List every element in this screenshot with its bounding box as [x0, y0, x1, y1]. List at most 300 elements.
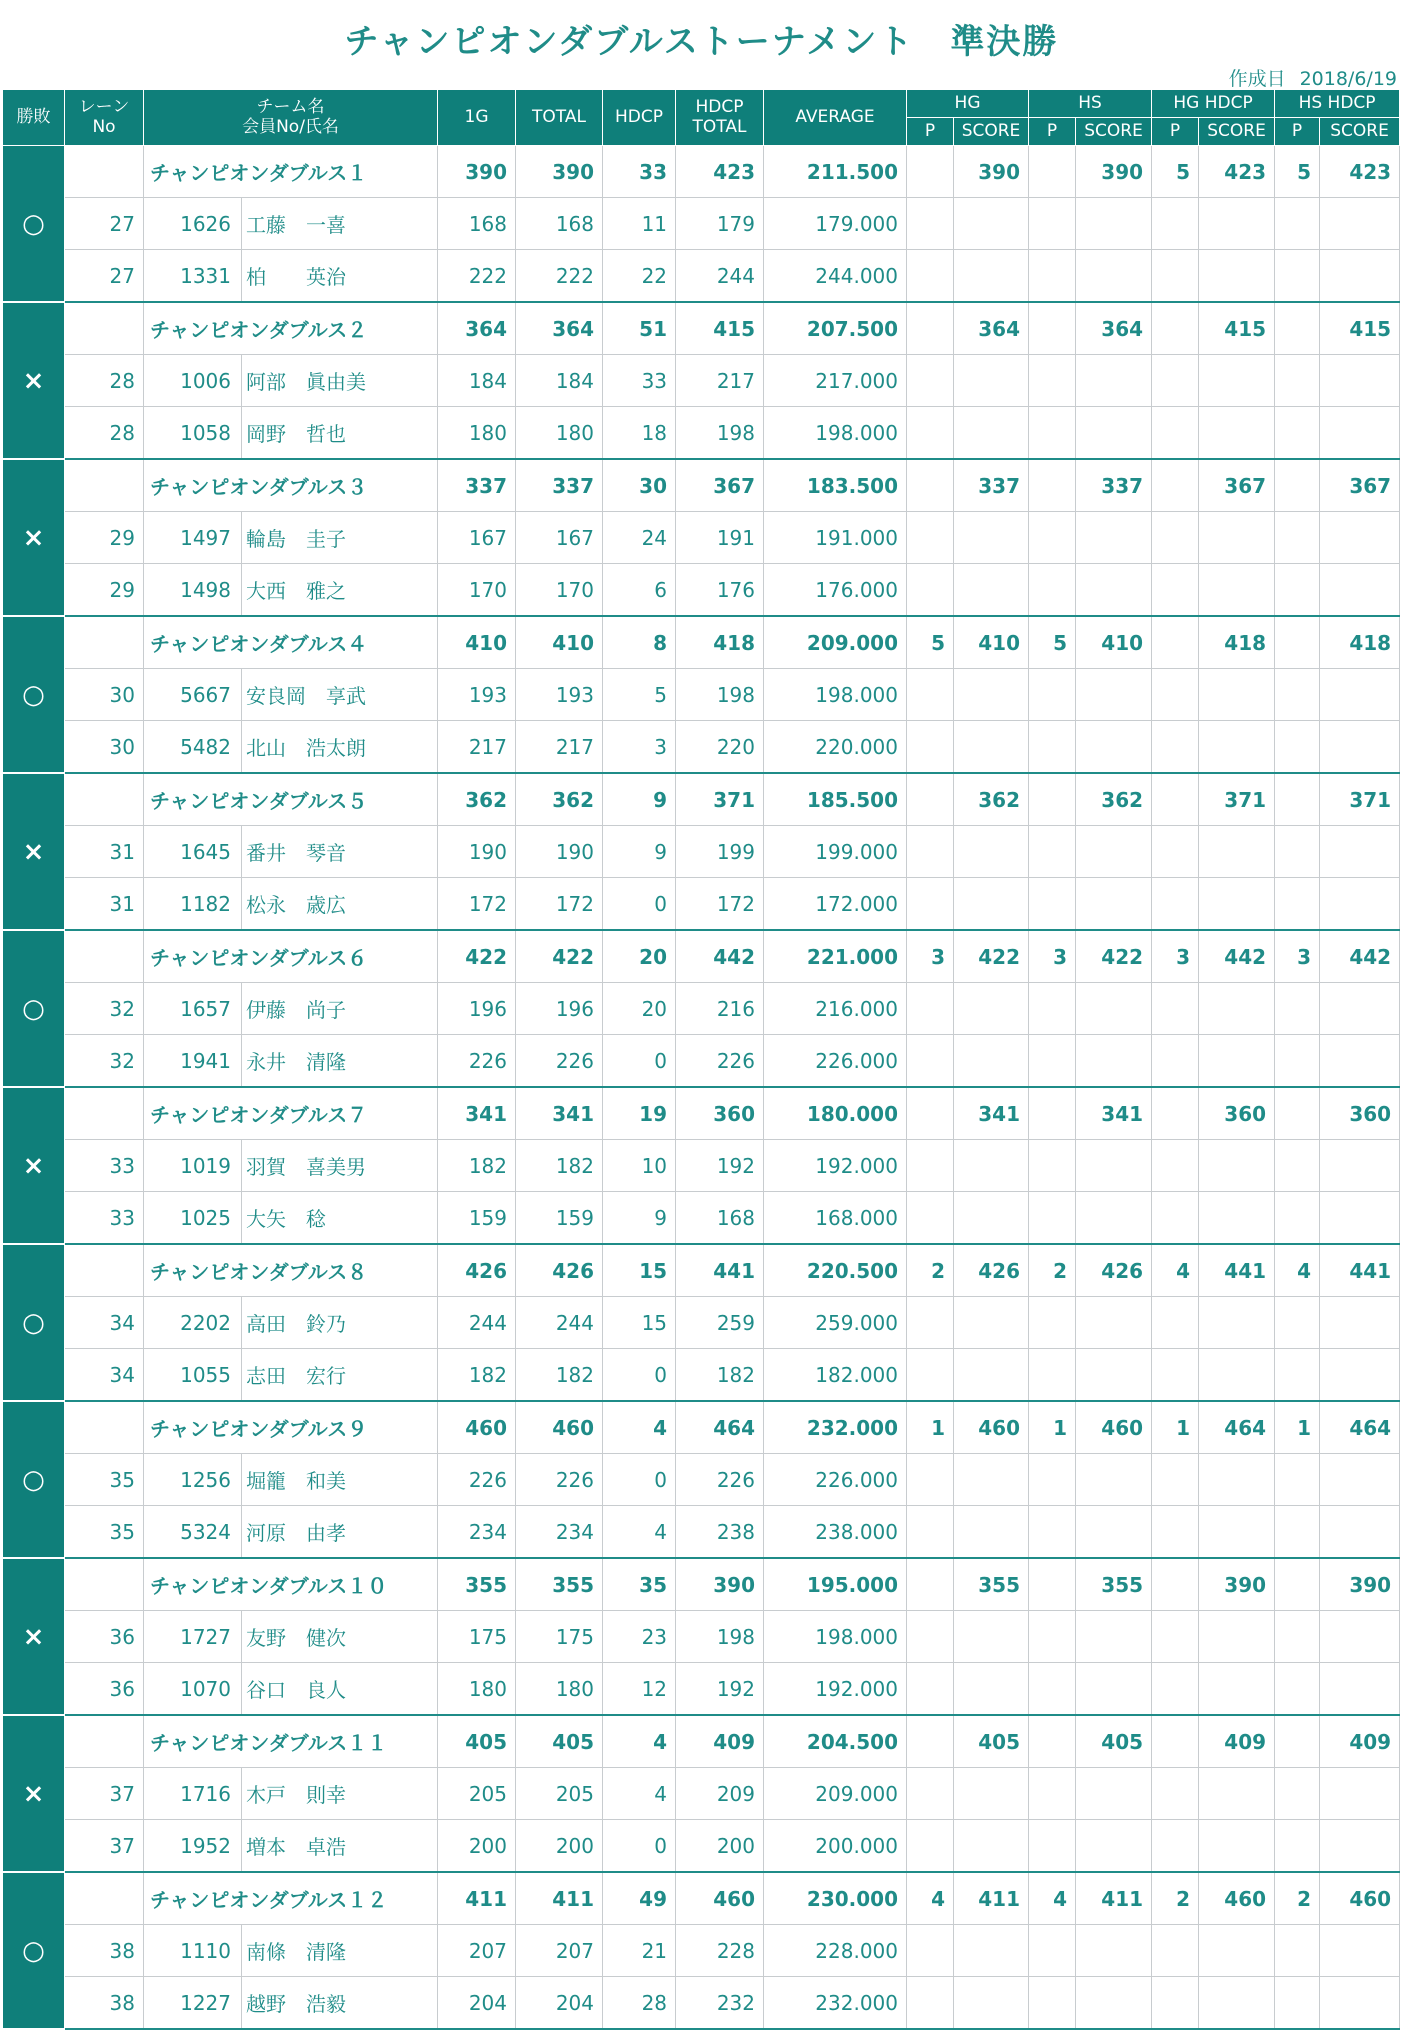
team-average: 209.000 — [764, 616, 907, 669]
empty-cell — [954, 721, 1029, 774]
team-row — [3, 1401, 1400, 1454]
empty-cell — [1029, 1820, 1076, 1873]
team-1g: 460 — [438, 1401, 516, 1454]
lane-no: 27 — [65, 198, 144, 250]
hg-score: 410 — [954, 616, 1029, 669]
hg-hdcp-place — [1152, 616, 1199, 669]
player-total: 244 — [516, 1297, 603, 1349]
hg-score: 411 — [954, 1872, 1029, 1925]
empty-cell — [1152, 1140, 1199, 1192]
player-hdcp: 9 — [603, 1192, 676, 1245]
player-hdcp-total: 192 — [676, 1140, 764, 1192]
player-1g: 226 — [438, 1454, 516, 1506]
empty-cell — [1199, 983, 1275, 1035]
team-name: チャンピオンダブルス５ — [144, 773, 438, 826]
player-total: 180 — [516, 1663, 603, 1716]
player-average: 244.000 — [764, 250, 907, 303]
player-name: 岡野 哲也 — [242, 407, 438, 460]
lane-no: 31 — [65, 826, 144, 878]
player-hdcp-total: 232 — [676, 1977, 764, 2030]
player-row — [3, 669, 1400, 721]
created-value: 2018/6/19 — [1299, 68, 1397, 90]
player-hdcp-total: 199 — [676, 826, 764, 878]
team-name: チャンピオンダブルス８ — [144, 1244, 438, 1297]
empty-cell — [1199, 1140, 1275, 1192]
player-total: 196 — [516, 983, 603, 1035]
empty-cell — [1029, 198, 1076, 250]
player-average: 216.000 — [764, 983, 907, 1035]
empty-cell — [1076, 564, 1152, 617]
empty-cell — [1199, 878, 1275, 931]
empty-cell — [907, 1925, 954, 1977]
header-lane: レーン No — [65, 90, 144, 146]
result-mark: ○ — [3, 1401, 65, 1558]
header-hg: HG — [907, 90, 1029, 118]
hs-hdcp-place — [1275, 1715, 1320, 1768]
result-mark: × — [3, 1558, 65, 1715]
hs-score: 422 — [1076, 930, 1152, 983]
hg-place — [907, 302, 954, 355]
player-name: 増本 卓浩 — [242, 1820, 438, 1873]
lane-no: 29 — [65, 564, 144, 617]
empty-cell — [1199, 1768, 1275, 1820]
player-name: 堀籠 和美 — [242, 1454, 438, 1506]
empty-cell — [1275, 721, 1320, 774]
team-name: チャンピオンダブルス９ — [144, 1401, 438, 1454]
team-row — [3, 1558, 1400, 1611]
hg-place — [907, 1558, 954, 1611]
team-average: 220.500 — [764, 1244, 907, 1297]
hg-score: 341 — [954, 1087, 1029, 1140]
lane-no: 29 — [65, 512, 144, 564]
player-total: 204 — [516, 1977, 603, 2030]
empty-cell — [1029, 1454, 1076, 1506]
member-no: 1182 — [144, 878, 242, 931]
team-average: 232.000 — [764, 1401, 907, 1454]
team-name: チャンピオンダブルス７ — [144, 1087, 438, 1140]
hs-hdcp-score: 415 — [1320, 302, 1400, 355]
player-hdcp-total: 209 — [676, 1768, 764, 1820]
player-name: 柏 英治 — [242, 250, 438, 303]
empty-cell — [1152, 1663, 1199, 1716]
player-hdcp-total: 198 — [676, 407, 764, 460]
empty-cell — [907, 407, 954, 460]
empty-cell — [1320, 1768, 1400, 1820]
player-total: 226 — [516, 1454, 603, 1506]
header-average: AVERAGE — [764, 90, 907, 146]
player-hdcp: 18 — [603, 407, 676, 460]
empty-cell — [1320, 1506, 1400, 1559]
team-total: 410 — [516, 616, 603, 669]
hs-hdcp-score: 360 — [1320, 1087, 1400, 1140]
team-average: 180.000 — [764, 1087, 907, 1140]
empty-cell — [954, 198, 1029, 250]
empty-cell — [1199, 1349, 1275, 1402]
player-1g: 193 — [438, 669, 516, 721]
hs-hdcp-place: 5 — [1275, 146, 1320, 198]
empty-cell — [907, 1297, 954, 1349]
empty-cell — [1152, 1454, 1199, 1506]
hs-place — [1029, 1558, 1076, 1611]
player-total: 170 — [516, 564, 603, 617]
hg-place: 4 — [907, 1872, 954, 1925]
empty-cell — [1275, 1349, 1320, 1402]
empty-cell — [1152, 878, 1199, 931]
team-hdcp-total: 415 — [676, 302, 764, 355]
empty-cell — [1152, 198, 1199, 250]
player-total: 200 — [516, 1820, 603, 1873]
lane-cell — [65, 930, 144, 983]
member-no: 1645 — [144, 826, 242, 878]
lane-no: 38 — [65, 1977, 144, 2030]
empty-cell — [1076, 1349, 1152, 1402]
player-total: 190 — [516, 826, 603, 878]
empty-cell — [907, 355, 954, 407]
team-total: 422 — [516, 930, 603, 983]
lane-cell — [65, 146, 144, 198]
team-1g: 390 — [438, 146, 516, 198]
hs-place — [1029, 1715, 1076, 1768]
player-1g: 180 — [438, 1663, 516, 1716]
empty-cell — [1029, 1192, 1076, 1245]
result-mark: × — [3, 302, 65, 459]
empty-cell — [1275, 669, 1320, 721]
team-hdcp: 15 — [603, 1244, 676, 1297]
team-row — [3, 302, 1400, 355]
hg-score: 460 — [954, 1401, 1029, 1454]
team-hdcp-total: 460 — [676, 1872, 764, 1925]
team-hdcp-total: 367 — [676, 459, 764, 512]
empty-cell — [1076, 1663, 1152, 1716]
player-hdcp-total: 192 — [676, 1663, 764, 1716]
team-row — [3, 930, 1400, 983]
lane-no: 35 — [65, 1506, 144, 1559]
empty-cell — [1076, 983, 1152, 1035]
player-total: 175 — [516, 1611, 603, 1663]
team-1g: 341 — [438, 1087, 516, 1140]
hs-score: 426 — [1076, 1244, 1152, 1297]
empty-cell — [907, 512, 954, 564]
empty-cell — [1029, 1768, 1076, 1820]
player-hdcp: 21 — [603, 1925, 676, 1977]
empty-cell — [1275, 1454, 1320, 1506]
player-row — [3, 564, 1400, 617]
page-title: チャンピオンダブルストーナメント 準決勝 — [344, 22, 1059, 62]
empty-cell — [1076, 669, 1152, 721]
team-total: 405 — [516, 1715, 603, 1768]
empty-cell — [1199, 1820, 1275, 1873]
team-hdcp-total: 390 — [676, 1558, 764, 1611]
member-no: 1626 — [144, 198, 242, 250]
player-average: 220.000 — [764, 721, 907, 774]
empty-cell — [954, 564, 1029, 617]
player-total: 193 — [516, 669, 603, 721]
empty-cell — [954, 1192, 1029, 1245]
empty-cell — [1320, 1349, 1400, 1402]
hs-score: 410 — [1076, 616, 1152, 669]
empty-cell — [1275, 407, 1320, 460]
header-hs-score: SCORE — [1076, 118, 1152, 146]
player-name: 木戸 則幸 — [242, 1768, 438, 1820]
player-name: 阿部 眞由美 — [242, 355, 438, 407]
header-hgh-score: SCORE — [1199, 118, 1275, 146]
created-label: 作成日 — [1228, 68, 1286, 90]
empty-cell — [1199, 1192, 1275, 1245]
team-row — [3, 616, 1400, 669]
hg-score: 390 — [954, 146, 1029, 198]
empty-cell — [1029, 1349, 1076, 1402]
empty-cell — [1199, 512, 1275, 564]
table-header — [3, 90, 1400, 146]
team-1g: 405 — [438, 1715, 516, 1768]
empty-cell — [1275, 1611, 1320, 1663]
hg-place: 3 — [907, 930, 954, 983]
player-hdcp: 22 — [603, 250, 676, 303]
empty-cell — [1320, 826, 1400, 878]
empty-cell — [954, 1140, 1029, 1192]
empty-cell — [907, 1820, 954, 1873]
empty-cell — [1152, 407, 1199, 460]
player-name: 工藤 一喜 — [242, 198, 438, 250]
empty-cell — [1029, 1925, 1076, 1977]
player-hdcp: 0 — [603, 1454, 676, 1506]
hg-hdcp-score: 390 — [1199, 1558, 1275, 1611]
hs-hdcp-score: 423 — [1320, 146, 1400, 198]
player-row — [3, 1925, 1400, 1977]
empty-cell — [907, 878, 954, 931]
result-mark: × — [3, 1087, 65, 1244]
player-hdcp: 24 — [603, 512, 676, 564]
lane-no: 33 — [65, 1192, 144, 1245]
player-hdcp-total: 238 — [676, 1506, 764, 1559]
hg-hdcp-score: 409 — [1199, 1715, 1275, 1768]
empty-cell — [1275, 826, 1320, 878]
team-1g: 364 — [438, 302, 516, 355]
player-hdcp: 15 — [603, 1297, 676, 1349]
team-hdcp: 8 — [603, 616, 676, 669]
player-1g: 168 — [438, 198, 516, 250]
player-name: 大矢 稔 — [242, 1192, 438, 1245]
result-mark: ○ — [3, 616, 65, 773]
result-mark: ○ — [3, 146, 65, 303]
lane-cell — [65, 1244, 144, 1297]
hs-score: 355 — [1076, 1558, 1152, 1611]
hs-score: 460 — [1076, 1401, 1152, 1454]
team-hdcp-total: 371 — [676, 773, 764, 826]
header-team: チーム名 会員No/氏名 — [144, 90, 438, 146]
lane-no: 30 — [65, 721, 144, 774]
header-hsh-p: P — [1275, 118, 1320, 146]
empty-cell — [1029, 355, 1076, 407]
hg-hdcp-score: 415 — [1199, 302, 1275, 355]
team-row — [3, 1244, 1400, 1297]
player-hdcp-total: 198 — [676, 1611, 764, 1663]
empty-cell — [1152, 1611, 1199, 1663]
player-row — [3, 198, 1400, 250]
team-name: チャンピオンダブルス３ — [144, 459, 438, 512]
team-hdcp: 9 — [603, 773, 676, 826]
hs-hdcp-score: 418 — [1320, 616, 1400, 669]
empty-cell — [1076, 1768, 1152, 1820]
lane-no: 28 — [65, 407, 144, 460]
player-total: 182 — [516, 1140, 603, 1192]
empty-cell — [1076, 721, 1152, 774]
player-row — [3, 1506, 1400, 1559]
lane-no: 38 — [65, 1925, 144, 1977]
player-hdcp: 0 — [603, 1035, 676, 1088]
player-row — [3, 1820, 1400, 1873]
lane-no: 28 — [65, 355, 144, 407]
player-total: 167 — [516, 512, 603, 564]
player-average: 192.000 — [764, 1140, 907, 1192]
empty-cell — [1199, 1035, 1275, 1088]
player-average: 198.000 — [764, 1611, 907, 1663]
empty-cell — [1029, 878, 1076, 931]
hs-place — [1029, 302, 1076, 355]
player-1g: 226 — [438, 1035, 516, 1088]
team-hdcp-total: 360 — [676, 1087, 764, 1140]
member-no: 1727 — [144, 1611, 242, 1663]
hg-hdcp-score: 418 — [1199, 616, 1275, 669]
empty-cell — [907, 669, 954, 721]
header-hg-score: SCORE — [954, 118, 1029, 146]
player-hdcp: 9 — [603, 826, 676, 878]
player-total: 207 — [516, 1925, 603, 1977]
empty-cell — [1199, 1977, 1275, 2030]
empty-cell — [1029, 721, 1076, 774]
header-hs: HS — [1029, 90, 1152, 118]
player-hdcp-total: 259 — [676, 1297, 764, 1349]
player-name: 河原 由孝 — [242, 1506, 438, 1559]
player-1g: 175 — [438, 1611, 516, 1663]
hs-place: 1 — [1029, 1401, 1076, 1454]
team-average: 183.500 — [764, 459, 907, 512]
empty-cell — [1199, 721, 1275, 774]
table-body — [3, 146, 1400, 2030]
empty-cell — [1320, 198, 1400, 250]
header-1g: 1G — [438, 90, 516, 146]
empty-cell — [1320, 1454, 1400, 1506]
player-name: 友野 健次 — [242, 1611, 438, 1663]
empty-cell — [1275, 1977, 1320, 2030]
empty-cell — [1076, 1925, 1152, 1977]
player-name: 永井 清隆 — [242, 1035, 438, 1088]
results-table — [2, 89, 1400, 2030]
empty-cell — [1275, 1820, 1320, 1873]
empty-cell — [1320, 250, 1400, 303]
member-no: 1025 — [144, 1192, 242, 1245]
empty-cell — [1199, 1925, 1275, 1977]
hg-hdcp-score: 367 — [1199, 459, 1275, 512]
lane-no: 27 — [65, 250, 144, 303]
hg-hdcp-place — [1152, 1087, 1199, 1140]
player-1g: 190 — [438, 826, 516, 878]
lane-cell — [65, 1087, 144, 1140]
hg-score: 355 — [954, 1558, 1029, 1611]
empty-cell — [1029, 1663, 1076, 1716]
empty-cell — [954, 1820, 1029, 1873]
player-1g: 182 — [438, 1349, 516, 1402]
empty-cell — [1320, 1140, 1400, 1192]
empty-cell — [1199, 669, 1275, 721]
empty-cell — [1199, 407, 1275, 460]
empty-cell — [1076, 355, 1152, 407]
team-name: チャンピオンダブルス１０ — [144, 1558, 438, 1611]
lane-no: 35 — [65, 1454, 144, 1506]
empty-cell — [1076, 250, 1152, 303]
empty-cell — [1152, 1977, 1199, 2030]
hg-place: 5 — [907, 616, 954, 669]
hs-place — [1029, 459, 1076, 512]
player-name: 北山 浩太朗 — [242, 721, 438, 774]
player-1g: 217 — [438, 721, 516, 774]
hs-score: 337 — [1076, 459, 1152, 512]
player-name: 越野 浩毅 — [242, 1977, 438, 2030]
empty-cell — [1076, 1297, 1152, 1349]
member-no: 1497 — [144, 512, 242, 564]
hg-hdcp-score: 371 — [1199, 773, 1275, 826]
team-total: 390 — [516, 146, 603, 198]
player-hdcp: 28 — [603, 1977, 676, 2030]
hs-score: 362 — [1076, 773, 1152, 826]
hs-place: 4 — [1029, 1872, 1076, 1925]
player-1g: 244 — [438, 1297, 516, 1349]
player-average: 176.000 — [764, 564, 907, 617]
lane-cell — [65, 1558, 144, 1611]
team-hdcp: 30 — [603, 459, 676, 512]
player-total: 217 — [516, 721, 603, 774]
player-name: 高田 鈴乃 — [242, 1297, 438, 1349]
hg-hdcp-place — [1152, 302, 1199, 355]
empty-cell — [1275, 1768, 1320, 1820]
player-row — [3, 1349, 1400, 1402]
team-total: 337 — [516, 459, 603, 512]
player-hdcp-total: 172 — [676, 878, 764, 931]
hs-hdcp-score: 409 — [1320, 1715, 1400, 1768]
hg-place: 1 — [907, 1401, 954, 1454]
empty-cell — [1320, 983, 1400, 1035]
hg-hdcp-score: 460 — [1199, 1872, 1275, 1925]
hg-place — [907, 773, 954, 826]
hs-score: 411 — [1076, 1872, 1152, 1925]
player-average: 192.000 — [764, 1663, 907, 1716]
member-no: 1498 — [144, 564, 242, 617]
member-no: 1716 — [144, 1768, 242, 1820]
player-name: 番井 琴音 — [242, 826, 438, 878]
player-name: 安良岡 享武 — [242, 669, 438, 721]
team-hdcp-total: 441 — [676, 1244, 764, 1297]
team-1g: 362 — [438, 773, 516, 826]
player-row — [3, 826, 1400, 878]
empty-cell — [1076, 198, 1152, 250]
empty-cell — [907, 1349, 954, 1402]
team-total: 411 — [516, 1872, 603, 1925]
created-date — [1215, 64, 1397, 91]
hs-hdcp-place — [1275, 1087, 1320, 1140]
player-hdcp-total: 228 — [676, 1925, 764, 1977]
member-no: 1070 — [144, 1663, 242, 1716]
player-hdcp: 5 — [603, 669, 676, 721]
member-no: 5482 — [144, 721, 242, 774]
empty-cell — [954, 1506, 1029, 1559]
hs-hdcp-score: 371 — [1320, 773, 1400, 826]
header-hsh-score: SCORE — [1320, 118, 1400, 146]
player-average: 217.000 — [764, 355, 907, 407]
hs-hdcp-place — [1275, 459, 1320, 512]
hs-score: 364 — [1076, 302, 1152, 355]
empty-cell — [1152, 1820, 1199, 1873]
member-no: 1055 — [144, 1349, 242, 1402]
